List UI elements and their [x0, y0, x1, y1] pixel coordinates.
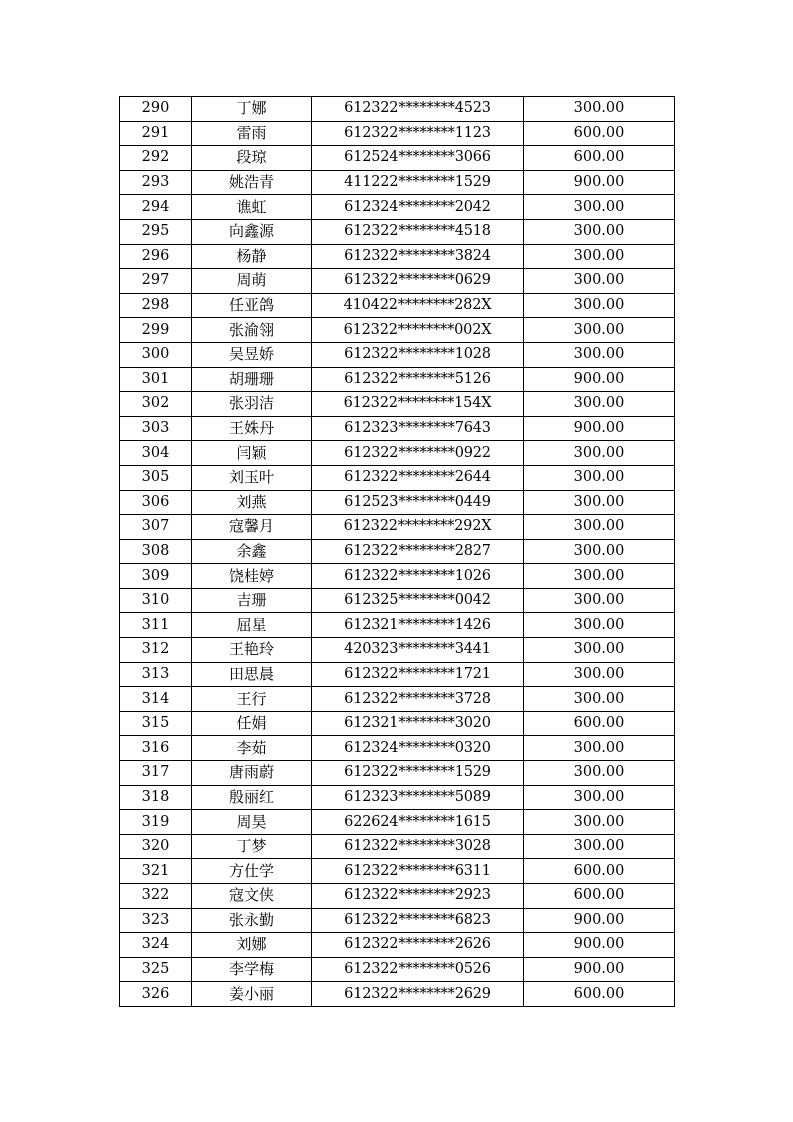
id-number-cell: 612322********292X [312, 515, 524, 540]
row-number-cell: 308 [120, 539, 192, 564]
amount-cell: 900.00 [524, 957, 675, 982]
row-number-cell: 319 [120, 810, 192, 835]
id-number-cell: 612322********3824 [312, 244, 524, 269]
row-number-cell: 294 [120, 195, 192, 220]
name-cell: 周萌 [192, 269, 312, 294]
amount-cell: 900.00 [524, 908, 675, 933]
name-cell: 寇文侠 [192, 884, 312, 909]
table-row [120, 269, 675, 294]
amount-cell: 300.00 [524, 564, 675, 589]
row-number-cell: 321 [120, 859, 192, 884]
table-row [120, 219, 675, 244]
id-number-cell: 612322********154X [312, 392, 524, 417]
id-number-cell: 612322********5126 [312, 367, 524, 392]
amount-cell: 900.00 [524, 367, 675, 392]
amount-cell: 300.00 [524, 539, 675, 564]
table-container [119, 96, 675, 1007]
name-cell: 王艳玲 [192, 638, 312, 663]
id-number-cell: 612322********6823 [312, 908, 524, 933]
id-number-cell: 612322********4518 [312, 219, 524, 244]
row-number-cell: 312 [120, 638, 192, 663]
name-cell: 谯虹 [192, 195, 312, 220]
id-number-cell: 622624********1615 [312, 810, 524, 835]
table-row [120, 342, 675, 367]
table-row [120, 662, 675, 687]
id-number-cell: 410422********282X [312, 293, 524, 318]
id-number-cell: 612523********0449 [312, 490, 524, 515]
amount-cell: 300.00 [524, 785, 675, 810]
name-cell: 吴昱娇 [192, 342, 312, 367]
amount-cell: 600.00 [524, 711, 675, 736]
row-number-cell: 303 [120, 416, 192, 441]
amount-cell: 300.00 [524, 687, 675, 712]
name-cell: 刘玉叶 [192, 465, 312, 490]
table-row [120, 687, 675, 712]
id-number-cell: 612322********0629 [312, 269, 524, 294]
name-cell: 李茹 [192, 736, 312, 761]
row-number-cell: 320 [120, 834, 192, 859]
id-number-cell: 612322********2629 [312, 982, 524, 1007]
table-row [120, 711, 675, 736]
row-number-cell: 305 [120, 465, 192, 490]
table-row [120, 146, 675, 171]
row-number-cell: 304 [120, 441, 192, 466]
amount-cell: 900.00 [524, 416, 675, 441]
row-number-cell: 293 [120, 170, 192, 195]
amount-cell: 300.00 [524, 638, 675, 663]
id-number-cell: 612322********2626 [312, 933, 524, 958]
table-row [120, 244, 675, 269]
amount-cell: 300.00 [524, 834, 675, 859]
row-number-cell: 315 [120, 711, 192, 736]
row-number-cell: 323 [120, 908, 192, 933]
name-cell: 向鑫源 [192, 219, 312, 244]
id-number-cell: 612322********3728 [312, 687, 524, 712]
row-number-cell: 290 [120, 97, 192, 122]
id-number-cell: 612325********0042 [312, 588, 524, 613]
table-row [120, 761, 675, 786]
id-number-cell: 612323********7643 [312, 416, 524, 441]
table-row [120, 834, 675, 859]
id-number-cell: 612324********0320 [312, 736, 524, 761]
table-row [120, 564, 675, 589]
row-number-cell: 306 [120, 490, 192, 515]
id-number-cell: 612321********3020 [312, 711, 524, 736]
amount-cell: 300.00 [524, 490, 675, 515]
table-row [120, 170, 675, 195]
id-number-cell: 612322********0526 [312, 957, 524, 982]
row-number-cell: 324 [120, 933, 192, 958]
id-number-cell: 612322********4523 [312, 97, 524, 122]
table-row [120, 785, 675, 810]
name-cell: 李学梅 [192, 957, 312, 982]
name-cell: 王行 [192, 687, 312, 712]
amount-cell: 300.00 [524, 515, 675, 540]
id-number-cell: 612322********002X [312, 318, 524, 343]
row-number-cell: 326 [120, 982, 192, 1007]
table-row [120, 736, 675, 761]
table-row [120, 318, 675, 343]
table-row [120, 293, 675, 318]
amount-cell: 600.00 [524, 121, 675, 146]
id-number-cell: 612321********1426 [312, 613, 524, 638]
table-row [120, 367, 675, 392]
name-cell: 屈星 [192, 613, 312, 638]
table-row [120, 392, 675, 417]
row-number-cell: 311 [120, 613, 192, 638]
table-row [120, 859, 675, 884]
table-row [120, 638, 675, 663]
amount-cell: 300.00 [524, 588, 675, 613]
id-number-cell: 612322********6311 [312, 859, 524, 884]
row-number-cell: 314 [120, 687, 192, 712]
amount-cell: 300.00 [524, 392, 675, 417]
row-number-cell: 296 [120, 244, 192, 269]
amount-cell: 900.00 [524, 933, 675, 958]
row-number-cell: 302 [120, 392, 192, 417]
table-row [120, 982, 675, 1007]
row-number-cell: 295 [120, 219, 192, 244]
name-cell: 姜小丽 [192, 982, 312, 1007]
subsidy-table [119, 96, 675, 1007]
id-number-cell: 612322********1529 [312, 761, 524, 786]
name-cell: 田思晨 [192, 662, 312, 687]
row-number-cell: 325 [120, 957, 192, 982]
row-number-cell: 309 [120, 564, 192, 589]
id-number-cell: 612524********3066 [312, 146, 524, 171]
name-cell: 姚浩青 [192, 170, 312, 195]
row-number-cell: 291 [120, 121, 192, 146]
name-cell: 闫颖 [192, 441, 312, 466]
name-cell: 殷丽红 [192, 785, 312, 810]
row-number-cell: 313 [120, 662, 192, 687]
row-number-cell: 318 [120, 785, 192, 810]
name-cell: 任娟 [192, 711, 312, 736]
amount-cell: 300.00 [524, 318, 675, 343]
name-cell: 饶桂婷 [192, 564, 312, 589]
name-cell: 杨静 [192, 244, 312, 269]
name-cell: 丁梦 [192, 834, 312, 859]
row-number-cell: 317 [120, 761, 192, 786]
amount-cell: 300.00 [524, 810, 675, 835]
table-row [120, 490, 675, 515]
row-number-cell: 292 [120, 146, 192, 171]
row-number-cell: 299 [120, 318, 192, 343]
row-number-cell: 322 [120, 884, 192, 909]
name-cell: 刘燕 [192, 490, 312, 515]
id-number-cell: 612322********3028 [312, 834, 524, 859]
amount-cell: 300.00 [524, 293, 675, 318]
table-row [120, 933, 675, 958]
id-number-cell: 612322********1721 [312, 662, 524, 687]
amount-cell: 300.00 [524, 195, 675, 220]
table-row [120, 441, 675, 466]
name-cell: 吉珊 [192, 588, 312, 613]
id-number-cell: 612322********1123 [312, 121, 524, 146]
amount-cell: 300.00 [524, 244, 675, 269]
table-row [120, 908, 675, 933]
table-row [120, 465, 675, 490]
id-number-cell: 612323********5089 [312, 785, 524, 810]
row-number-cell: 301 [120, 367, 192, 392]
name-cell: 段琼 [192, 146, 312, 171]
row-number-cell: 316 [120, 736, 192, 761]
amount-cell: 300.00 [524, 613, 675, 638]
row-number-cell: 297 [120, 269, 192, 294]
id-number-cell: 612324********2042 [312, 195, 524, 220]
amount-cell: 300.00 [524, 736, 675, 761]
name-cell: 方仕学 [192, 859, 312, 884]
amount-cell: 600.00 [524, 859, 675, 884]
table-body [120, 97, 675, 1007]
table-row [120, 97, 675, 122]
name-cell: 张渝翎 [192, 318, 312, 343]
amount-cell: 900.00 [524, 170, 675, 195]
table-row [120, 515, 675, 540]
amount-cell: 300.00 [524, 269, 675, 294]
name-cell: 唐雨蔚 [192, 761, 312, 786]
row-number-cell: 310 [120, 588, 192, 613]
id-number-cell: 612322********0922 [312, 441, 524, 466]
name-cell: 余鑫 [192, 539, 312, 564]
table-row [120, 613, 675, 638]
row-number-cell: 307 [120, 515, 192, 540]
name-cell: 周昊 [192, 810, 312, 835]
amount-cell: 600.00 [524, 146, 675, 171]
amount-cell: 300.00 [524, 219, 675, 244]
amount-cell: 300.00 [524, 465, 675, 490]
amount-cell: 300.00 [524, 761, 675, 786]
amount-cell: 300.00 [524, 342, 675, 367]
name-cell: 王姝丹 [192, 416, 312, 441]
name-cell: 丁娜 [192, 97, 312, 122]
table-row [120, 588, 675, 613]
id-number-cell: 612322********2827 [312, 539, 524, 564]
amount-cell: 600.00 [524, 982, 675, 1007]
amount-cell: 300.00 [524, 441, 675, 466]
name-cell: 寇馨月 [192, 515, 312, 540]
name-cell: 张永勤 [192, 908, 312, 933]
name-cell: 雷雨 [192, 121, 312, 146]
amount-cell: 300.00 [524, 97, 675, 122]
amount-cell: 600.00 [524, 884, 675, 909]
table-row [120, 539, 675, 564]
table-row [120, 884, 675, 909]
name-cell: 张羽洁 [192, 392, 312, 417]
id-number-cell: 612322********2923 [312, 884, 524, 909]
row-number-cell: 300 [120, 342, 192, 367]
table-row [120, 121, 675, 146]
id-number-cell: 411222********1529 [312, 170, 524, 195]
amount-cell: 300.00 [524, 662, 675, 687]
table-row [120, 416, 675, 441]
id-number-cell: 612322********1028 [312, 342, 524, 367]
id-number-cell: 612322********2644 [312, 465, 524, 490]
table-row [120, 957, 675, 982]
row-number-cell: 298 [120, 293, 192, 318]
name-cell: 任亚鸽 [192, 293, 312, 318]
id-number-cell: 420323********3441 [312, 638, 524, 663]
name-cell: 刘娜 [192, 933, 312, 958]
table-row [120, 810, 675, 835]
table-row [120, 195, 675, 220]
id-number-cell: 612322********1026 [312, 564, 524, 589]
name-cell: 胡珊珊 [192, 367, 312, 392]
